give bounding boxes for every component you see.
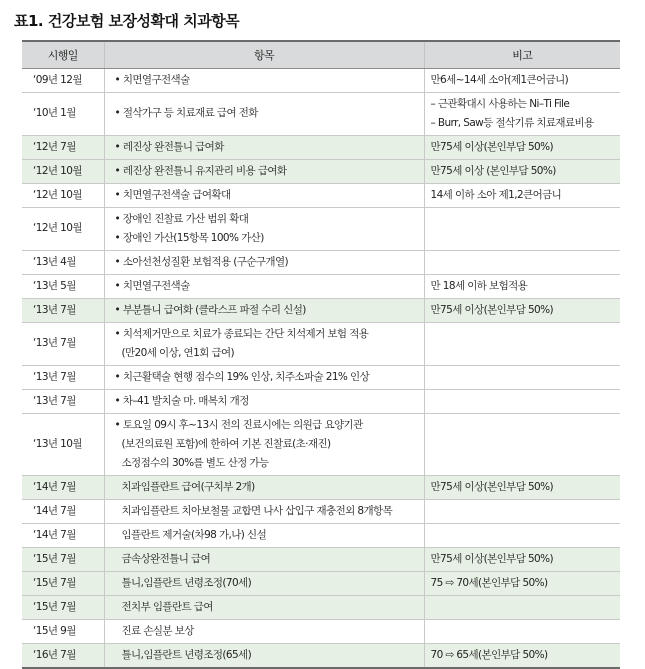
note-line: 만75세 이상 (본인부담 50%) bbox=[430, 164, 556, 177]
coverage-table bbox=[22, 40, 620, 669]
cell-item bbox=[104, 547, 424, 571]
header-item: 항목 bbox=[104, 41, 424, 68]
cell-date: ‘15년 7월 bbox=[22, 595, 104, 619]
cell-note bbox=[424, 499, 620, 523]
note-line: 14세 이하 소아 제1,2큰어금니 bbox=[430, 188, 562, 201]
table-row bbox=[22, 159, 620, 183]
cell-note bbox=[424, 389, 620, 413]
table-body bbox=[22, 68, 620, 668]
table-row bbox=[22, 595, 620, 619]
cell-item bbox=[104, 322, 424, 365]
cell-date: ‘12년 10월 bbox=[22, 207, 104, 250]
item-line: • 부분틀니 급여화 (클라스프 파절 수리 신설) bbox=[114, 303, 306, 316]
cell-date: ‘15년 7월 bbox=[22, 547, 104, 571]
item-line: • 치면열구전색술 bbox=[114, 73, 190, 86]
item-line: • 레진상 완전틀니 유지관리 비용 급여화 bbox=[114, 164, 287, 177]
cell-item bbox=[104, 499, 424, 523]
cell-date: ‘14년 7월 bbox=[22, 523, 104, 547]
table-row bbox=[22, 547, 620, 571]
cell-date: ‘15년 9월 bbox=[22, 619, 104, 643]
table-row bbox=[22, 523, 620, 547]
cell-note bbox=[424, 365, 620, 389]
cell-item bbox=[104, 274, 424, 298]
cell-date: ‘14년 7월 bbox=[22, 475, 104, 499]
cell-date: ‘13년 7월 bbox=[22, 389, 104, 413]
item-line: 전치부 임플란트 급여 bbox=[121, 600, 213, 613]
cell-date: ‘13년 7월 bbox=[22, 365, 104, 389]
cell-note bbox=[424, 643, 620, 668]
header-date: 시행일 bbox=[22, 41, 104, 68]
table-row bbox=[22, 250, 620, 274]
cell-note bbox=[424, 274, 620, 298]
cell-item bbox=[104, 135, 424, 159]
item-line: • 차–41 발치술 마. 매복치 개정 bbox=[114, 394, 249, 407]
cell-date: ‘12년 10월 bbox=[22, 183, 104, 207]
cell-date: ‘13년 7월 bbox=[22, 298, 104, 322]
cell-item bbox=[104, 389, 424, 413]
table-row bbox=[22, 207, 620, 250]
item-line: • 장애인 진찰료 가산 범위 확대 bbox=[114, 212, 249, 225]
cell-date: ‘15년 7월 bbox=[22, 571, 104, 595]
item-line: • 장애인 가산(15항목 100% 가산) bbox=[114, 231, 264, 244]
note-line: 만75세 이상(본인부담 50%) bbox=[430, 480, 554, 493]
item-line: • 레진상 완전틀니 급여화 bbox=[114, 140, 224, 153]
table-row bbox=[22, 298, 620, 322]
cell-note bbox=[424, 619, 620, 643]
table-row bbox=[22, 571, 620, 595]
cell-item bbox=[104, 250, 424, 274]
cell-note bbox=[424, 298, 620, 322]
cell-item bbox=[104, 571, 424, 595]
cell-note bbox=[424, 159, 620, 183]
item-line: 틀니,임플란트 년령조정(65세) bbox=[121, 648, 252, 661]
cell-note bbox=[424, 68, 620, 92]
note-line: 만75세 이상(본인부담 50%) bbox=[430, 140, 554, 153]
note-line: – Burr, Saw등 절삭기류 치료재료비용 bbox=[430, 116, 594, 129]
cell-date: ‘09년 12월 bbox=[22, 68, 104, 92]
table-row bbox=[22, 322, 620, 365]
table-row bbox=[22, 92, 620, 135]
cell-item bbox=[104, 298, 424, 322]
item-line: 소정점수의 30%를 별도 산정 가능 bbox=[121, 456, 269, 469]
cell-date: ‘12년 10월 bbox=[22, 159, 104, 183]
cell-item bbox=[104, 92, 424, 135]
cell-item bbox=[104, 413, 424, 475]
table-row bbox=[22, 643, 620, 668]
item-line: • 치면열구전색술 bbox=[114, 279, 190, 292]
cell-item bbox=[104, 159, 424, 183]
cell-date: ‘10년 1월 bbox=[22, 92, 104, 135]
note-line: 75 ⇨ 70세(본인부담 50%) bbox=[430, 576, 548, 589]
cell-item bbox=[104, 183, 424, 207]
item-line: • 치근활택술 현행 점수의 19% 인상, 치주소파술 21% 인상 bbox=[114, 370, 370, 383]
cell-date: ‘12년 7월 bbox=[22, 135, 104, 159]
item-line: 틀니,임플란트 년령조정(70세) bbox=[121, 576, 252, 589]
table-row bbox=[22, 183, 620, 207]
note-line: 70 ⇨ 65세(본인부담 50%) bbox=[430, 648, 548, 661]
note-line: 만75세 이상(본인부담 50%) bbox=[430, 303, 554, 316]
cell-note bbox=[424, 322, 620, 365]
table-row bbox=[22, 274, 620, 298]
note-line: 만6세~14세 소아(제1큰어금니) bbox=[430, 73, 569, 86]
cell-date: ‘13년 5월 bbox=[22, 274, 104, 298]
table-row bbox=[22, 499, 620, 523]
item-line: 임플란트 제거술(차98 가,나) 신설 bbox=[121, 528, 267, 541]
table-row bbox=[22, 413, 620, 475]
item-line: • 토요일 09시 후~13시 전의 진료시에는 의원급 요양기관 bbox=[114, 418, 363, 431]
item-line: (보건의료원 포함)에 한하여 기본 진찰료(초·재진) bbox=[121, 437, 331, 450]
cell-item bbox=[104, 475, 424, 499]
cell-note bbox=[424, 183, 620, 207]
cell-note bbox=[424, 135, 620, 159]
table-row bbox=[22, 135, 620, 159]
cell-note bbox=[424, 523, 620, 547]
cell-date: ‘13년 7월 bbox=[22, 322, 104, 365]
cell-date: ‘13년 4월 bbox=[22, 250, 104, 274]
item-line: 금속상완전틀니 급여 bbox=[121, 552, 211, 565]
item-line: • 소아선천성질환 보험적용 (구순구개열) bbox=[114, 255, 288, 268]
table-row bbox=[22, 475, 620, 499]
cell-item bbox=[104, 365, 424, 389]
cell-date: ‘14년 7월 bbox=[22, 499, 104, 523]
note-line: 만75세 이상(본인부담 50%) bbox=[430, 552, 554, 565]
cell-item bbox=[104, 68, 424, 92]
item-line: 치과임플란트 급여(구치부 2개) bbox=[121, 480, 255, 493]
table-row bbox=[22, 389, 620, 413]
cell-note bbox=[424, 92, 620, 135]
table-header-row bbox=[22, 41, 620, 68]
cell-note bbox=[424, 571, 620, 595]
cell-item bbox=[104, 523, 424, 547]
item-line: • 치석제거만으로 치료가 종료되는 간단 치석제거 보험 적용 bbox=[114, 327, 369, 340]
item-line: • 치면열구전색술 급여확대 bbox=[114, 188, 231, 201]
item-line: • 절삭가구 등 치료재료 급여 전화 bbox=[114, 107, 258, 119]
note-line: – 근관확대시 사용하는 Ni–Ti File bbox=[430, 97, 570, 110]
table-row bbox=[22, 68, 620, 92]
cell-note bbox=[424, 413, 620, 475]
cell-note bbox=[424, 595, 620, 619]
cell-note bbox=[424, 250, 620, 274]
cell-note bbox=[424, 475, 620, 499]
item-line: 치과임플란트 치아보철물 교합면 나사 삽입구 재충전외 8개항목 bbox=[121, 504, 393, 517]
header-note: 비고 bbox=[424, 41, 620, 68]
table-row bbox=[22, 619, 620, 643]
cell-note bbox=[424, 547, 620, 571]
item-line: (만20세 이상, 연1회 급여) bbox=[121, 346, 235, 359]
table-row bbox=[22, 365, 620, 389]
item-line: 진료 손실분 보상 bbox=[121, 624, 194, 637]
cell-item bbox=[104, 619, 424, 643]
cell-note bbox=[424, 207, 620, 250]
note-line: 만 18세 이하 보험적용 bbox=[430, 279, 528, 292]
cell-date: ‘13년 10월 bbox=[22, 413, 104, 475]
cell-date: ‘16년 7월 bbox=[22, 643, 104, 668]
table-caption: 표1. 건강보험 보장성확대 치과항목 bbox=[14, 12, 240, 30]
cell-item bbox=[104, 595, 424, 619]
cell-item bbox=[104, 207, 424, 250]
cell-item bbox=[104, 643, 424, 668]
